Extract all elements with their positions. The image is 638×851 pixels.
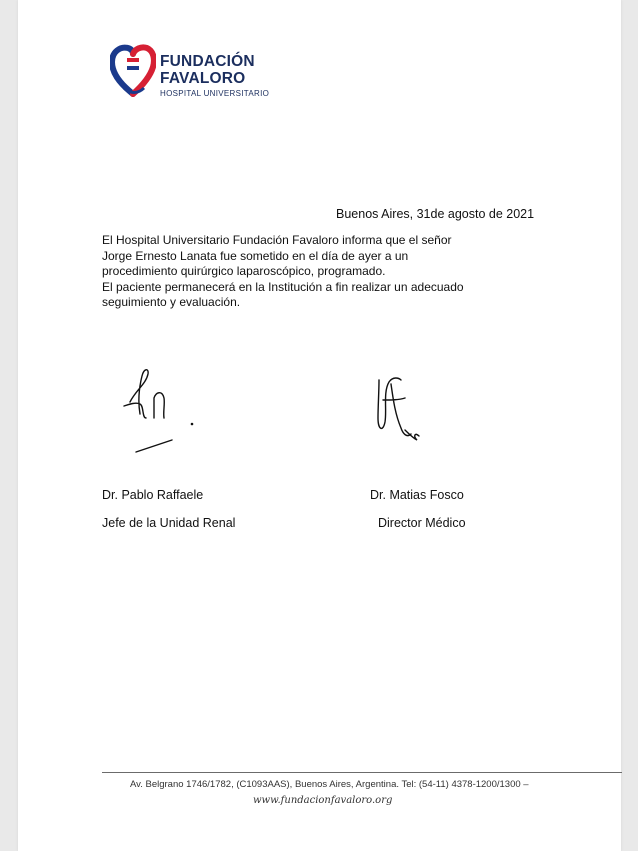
letter-paragraph-1: El Hospital Universitario Fundación Favaloro informa que el señor Jorge Ernesto Lanata fue sometido en el día de ayer a un procedimiento quirúrgico laparoscópico, programado. (102, 233, 452, 278)
foundation-name-line2: FAVALORO (160, 70, 246, 87)
letterhead-logo (110, 42, 310, 102)
heart-cross-logo-icon (110, 42, 156, 100)
letter-date: Buenos Aires, 31de agosto de 2021 (336, 207, 535, 221)
foundation-subtitle: HOSPITAL UNIVERSITARIO (160, 89, 270, 98)
footer-divider (102, 772, 622, 773)
footer-website: www.fundacionfavaloro.org (253, 795, 393, 806)
footer-address: Av. Belgrano 1746/1782, (C1093AAS), Buenos Aires, Argentina. Tel: (54-11) 4378-1200/1300 – (130, 779, 529, 790)
signature-fosco-image (373, 372, 443, 452)
letter-body (102, 233, 472, 311)
signatory-name-1: Dr. Pablo Raffaele (102, 488, 204, 502)
letter-page (18, 0, 621, 851)
signature-raffaele-image (118, 362, 208, 462)
signatory-name-2: Dr. Matias Fosco (370, 488, 464, 502)
signatory-role-2: Director Médico (378, 516, 466, 530)
letter-paragraph-2: El paciente permanecerá en la Institución a fin realizar un adecuado seguimiento y evaluación. (102, 279, 464, 309)
signatory-role-1: Jefe de la Unidad Renal (102, 516, 236, 530)
foundation-name-line1: FUNDACIÓN (160, 53, 255, 70)
